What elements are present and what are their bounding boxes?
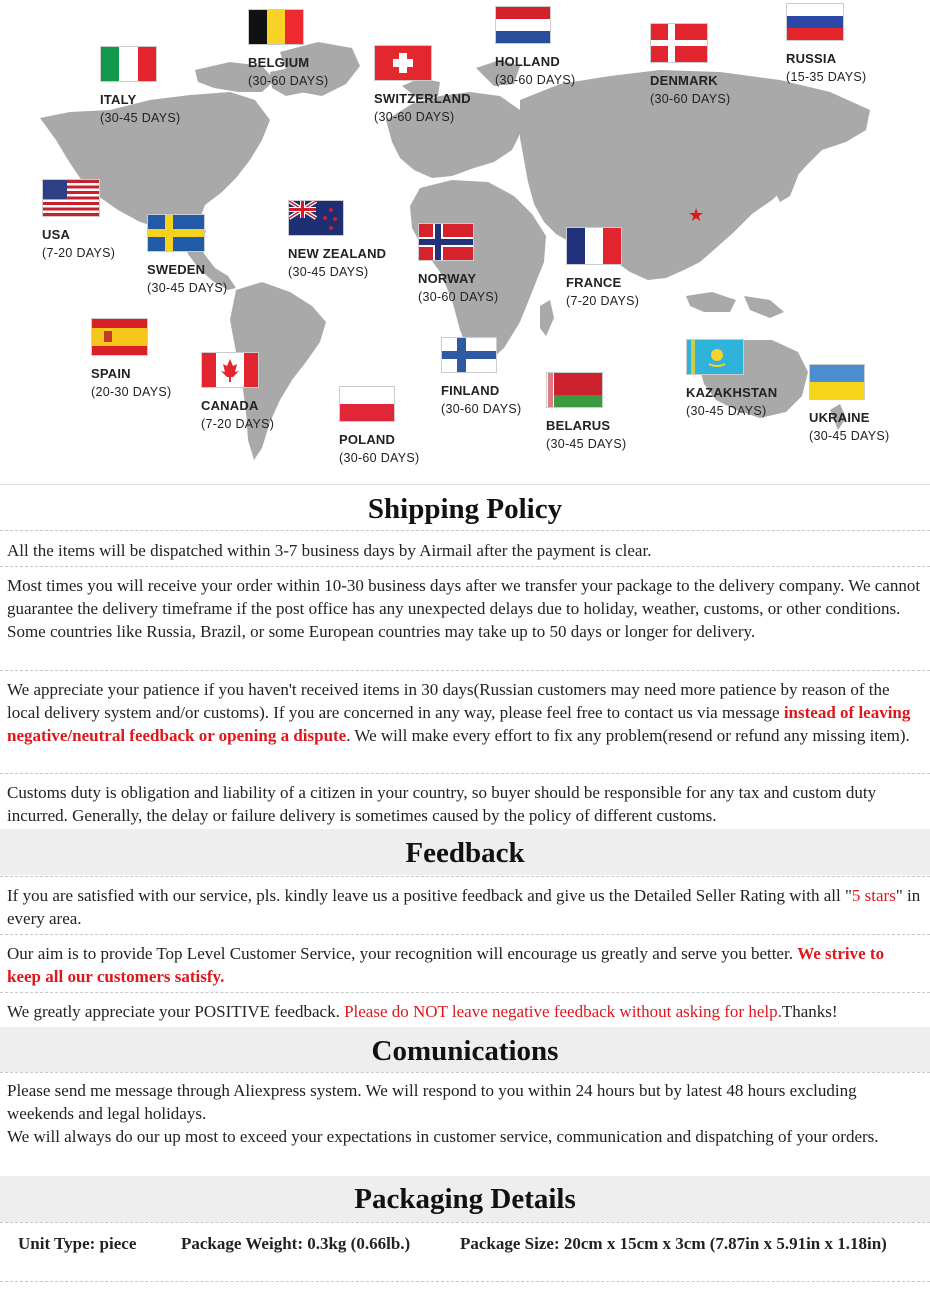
paragraph-text: We will always do our up most to exceed your expectations in customer service, communication and dispatching of your orders. <box>7 1127 879 1146</box>
switzerland-flag-icon <box>374 45 432 81</box>
country-name: CANADA <box>201 398 259 413</box>
country-name: SPAIN <box>91 366 131 381</box>
shipping-paragraph-3 <box>0 670 930 770</box>
country-russia <box>786 3 866 84</box>
paragraph-text: " in every area. <box>7 886 921 928</box>
country-days: (30-60 DAYS) <box>374 110 455 124</box>
country-name: BELARUS <box>546 418 611 433</box>
paragraph-text: If you are satisfied with our service, pls. kindly leave us a positive feedback and give us the Detailed Seller Rating with all " <box>7 886 852 905</box>
dispute-warning-text: instead of leaving negative/neutral feedback or opening a dispute <box>7 703 911 745</box>
paragraph-text: Our aim is to provide Top Level Customer Service, your recognition will encourage us greatly and serve you better. <box>7 944 798 963</box>
feedback-paragraph-3 <box>0 992 930 1025</box>
world-map <box>0 0 930 478</box>
country-poland <box>339 386 419 465</box>
location-star-icon: ★ <box>688 205 705 225</box>
country-days: (30-45 DAYS) <box>546 437 627 451</box>
satisfy-text: We strive to keep all our customers satisfy. <box>7 944 885 986</box>
country-name: DENMARK <box>650 73 718 88</box>
country-days: (30-45 DAYS) <box>686 404 767 418</box>
country-belarus <box>546 372 626 451</box>
finland-flag-icon <box>441 337 497 373</box>
holland-flag-icon <box>495 6 551 44</box>
france-flag-icon <box>566 227 622 265</box>
poland-flag-icon <box>339 386 395 422</box>
unit-type: Unit Type: piece <box>18 1234 137 1253</box>
package-size: Package Size: 20cm x 15cm x 3cm (7.87in x 5.91in x 1.18in) <box>460 1234 887 1253</box>
country-name: NORWAY <box>418 271 477 286</box>
country-days: (20-30 DAYS) <box>91 385 172 399</box>
feedback-title: Feedback <box>405 837 525 869</box>
paragraph-text: Please send me message through Aliexpress system. We will respond to you within 24 hours but by latest 48 hours excluding weekends and legal holidays. <box>7 1081 857 1123</box>
country-spain <box>91 318 171 399</box>
country-newzealand <box>288 200 386 279</box>
country-days: (30-60 DAYS) <box>495 73 576 87</box>
norway-flag-icon <box>418 223 474 261</box>
shipping-paragraph-2: Most times you will receive your order within 10-30 business days after we transfer your package to the delivery company. We cannot guarantee the delivery timeframe if the post office has any unexpected delays due to holiday, weather, customs, or other conditions. Some countries like Russia, Brazil, or some European countries may take up to 50 days or longer for delivery. <box>0 566 930 665</box>
package-weight: Package Weight: 0.3kg (0.66lb.) <box>181 1234 411 1253</box>
denmark-flag-icon <box>650 23 708 63</box>
country-ukraine <box>809 364 889 443</box>
country-name: SWITZERLAND <box>374 91 471 106</box>
country-days: (30-45 DAYS) <box>288 265 369 279</box>
communications-paragraph <box>0 1072 930 1176</box>
country-name: USA <box>42 227 71 242</box>
shipping-paragraph-4: Customs duty is obligation and liability of a citizen in your country, so buyer should be responsible for any tax and custom duty incurred. Generally, the delay or failure delivery is sometimes caused by the policy of different customs. <box>0 773 930 827</box>
country-days: (30-45 DAYS) <box>100 111 181 125</box>
paragraph-text: . We will make every effort to fix any problem(resend or refund any missing item). <box>346 726 910 745</box>
country-belgium <box>248 9 328 88</box>
canada-flag-icon <box>201 352 259 388</box>
paragraph-text: Thanks! <box>781 1002 838 1021</box>
negative-feedback-warning: Please do NOT leave negative feedback without asking for help. <box>344 1002 782 1021</box>
country-days: (30-60 DAYS) <box>650 92 731 106</box>
new-zealand-flag-icon <box>288 200 344 236</box>
five-stars-text: 5 stars <box>851 886 896 905</box>
country-usa <box>42 179 115 260</box>
country-days: (30-45 DAYS) <box>809 429 890 443</box>
country-italy <box>100 46 180 125</box>
country-france <box>566 227 639 308</box>
country-name: UKRAINE <box>809 410 870 425</box>
country-name: KAZAKHSTAN <box>686 385 778 400</box>
paragraph-text: We appreciate your patience if you haven't received items in 30 days(Russian customers may need more patience by reason of the local delivery system and/or customs). If you are concerned in any way, please feel free to contact us via message <box>7 680 890 722</box>
country-days: (30-60 DAYS) <box>441 402 522 416</box>
feedback-paragraph-2 <box>0 934 930 990</box>
sweden-flag-icon <box>147 214 205 252</box>
country-norway <box>418 223 498 304</box>
country-sweden <box>147 214 227 295</box>
country-days: (30-60 DAYS) <box>248 74 329 88</box>
country-name: NEW ZEALAND <box>288 246 387 261</box>
spain-flag-icon <box>91 318 148 356</box>
country-name: FINLAND <box>441 383 500 398</box>
paragraph-text: We greatly appreciate your POSITIVE feedback. <box>7 1002 345 1021</box>
kazakhstan-flag-icon <box>686 339 744 375</box>
shipping-policy-title: Shipping Policy <box>367 493 563 525</box>
shipping-paragraph-1: All the items will be dispatched within 3-7 business days by Airmail after the payment is clear. <box>0 530 930 565</box>
country-finland <box>441 337 521 416</box>
country-name: BELGIUM <box>248 55 310 70</box>
country-name: FRANCE <box>566 275 622 290</box>
country-switzerland <box>374 45 471 124</box>
country-days: (7-20 DAYS) <box>201 417 275 431</box>
country-days: (30-60 DAYS) <box>339 451 420 465</box>
feedback-paragraph-1 <box>0 876 930 932</box>
country-kazakhstan <box>686 339 777 418</box>
country-canada <box>201 352 274 431</box>
country-days: (7-20 DAYS) <box>42 246 116 260</box>
communications-title: Comunications <box>371 1035 559 1067</box>
country-name: POLAND <box>339 432 396 447</box>
country-days: (30-45 DAYS) <box>147 281 228 295</box>
belarus-flag-icon <box>546 372 603 408</box>
country-name: SWEDEN <box>147 262 206 277</box>
belgium-flag-icon <box>248 9 304 45</box>
country-holland <box>495 6 575 87</box>
country-name: HOLLAND <box>495 54 560 69</box>
russia-flag-icon <box>786 3 844 41</box>
country-days: (30-60 DAYS) <box>418 290 499 304</box>
country-name: RUSSIA <box>786 51 837 66</box>
ukraine-flag-icon <box>809 364 865 400</box>
country-days: (15-35 DAYS) <box>786 70 867 84</box>
italy-flag-icon <box>100 46 157 82</box>
usa-flag-icon <box>42 179 100 217</box>
country-name: ITALY <box>100 92 137 107</box>
country-days: (7-20 DAYS) <box>566 294 640 308</box>
country-denmark <box>650 23 730 106</box>
packaging-details-title: Packaging Details <box>354 1183 576 1215</box>
